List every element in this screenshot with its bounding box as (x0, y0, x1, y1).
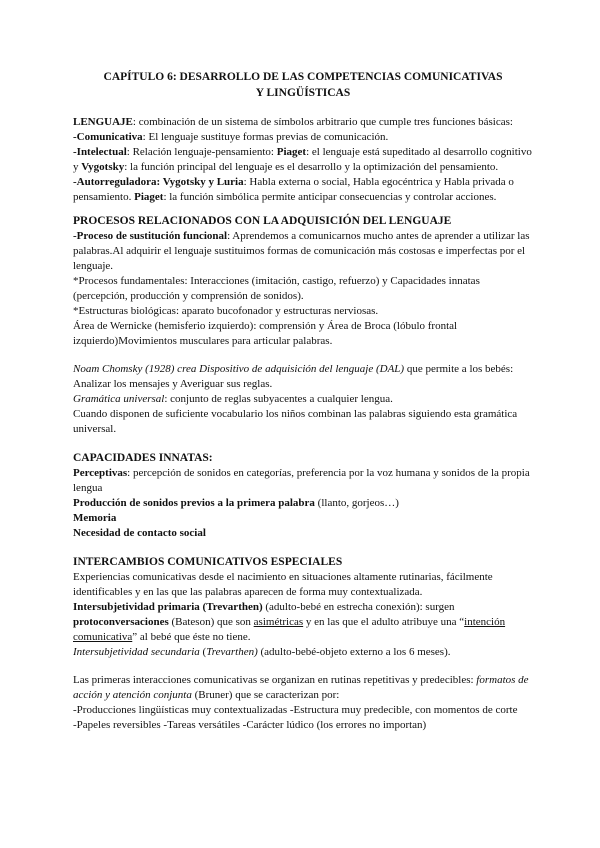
lenguaje-term: LENGUAJE (73, 116, 133, 128)
section-intercambios (73, 554, 533, 733)
capacidad-perceptivas: Perceptivas: percepción de sonidos en categorías, preferencia por la voz humana y sonidos de la propia lengua (73, 467, 530, 494)
capacidad-memoria: Memoria (73, 512, 117, 524)
intersubjetividad-secundaria: Intersubjetividad secundaria (Trevarthen) (adulto-bebé-objeto externo a los 6 meses). (73, 646, 451, 658)
caracteristicas-line-1: -Producciones lingüísticas muy contextualizadas -Estructura muy predecible, con momentos de corte (73, 704, 518, 716)
chapter-title: CAPÍTULO 6: DESARROLLO DE LAS COMPETENCIAS COMUNICATIVAS Y LINGÜÍSTICAS (103, 71, 503, 99)
section-procesos (73, 213, 533, 437)
gramatica-universal: Gramática universal: conjunto de reglas subyacentes a cualquier lengua. (73, 393, 393, 405)
section-lenguaje (73, 115, 533, 205)
areas-cerebrales: Área de Wernicke (hemisferio izquierdo): comprensión y Área de Broca (lóbulo frontal izquierdo)Movimientos musculares para articular palabras. (73, 320, 458, 347)
vocabulario-paragraph: Cuando disponen de suficiente vocabulario los niños combinan las palabras siguiendo esta gramática universal. (73, 408, 518, 435)
function-intelectual: -Intelectual: Relación lenguaje-pensamiento: Piaget: el lenguaje está supeditado al desarrollo cognitivo y Vygotsky: la función principal del lenguaje es el desarrollo y la optimización del pensamiento. (73, 146, 532, 173)
lenguaje-definition: LENGUAJE: combinación de un sistema de símbolos arbitrario que cumple tres funciones básicas: (73, 116, 513, 128)
section-heading: PROCESOS RELACIONADOS CON LA ADQUISICIÓN DEL LENGUAJE (73, 215, 452, 227)
section-heading: CAPACIDADES INNATAS: (73, 452, 213, 464)
intersubjetividad-primaria: Intersubjetividad primaria (Trevarthen) (adulto-bebé en estrecha conexión): surgen protoconversaciones (Bateson) que son asimétricas y en las que el adulto atribuye una “intención comunicativa” al bebé que éste no tiene. (73, 601, 506, 643)
capacidad-contacto-social: Necesidad de contacto social (73, 527, 206, 539)
document-body (73, 70, 533, 733)
function-autorreguladora: -Autorreguladora: Vygotsky y Luria: Habla externa o social, Habla egocéntrica y Habla privada o pensamiento. Piaget: la función simbólica permite anticipar consecuencias y controlar acciones. (73, 176, 514, 203)
proceso-sustitucion: -Proceso de sustitución funcional: Aprendemos a comunicarnos mucho antes de aprender a utilizar las palabras.Al adquirir el lenguaje sustituimos formas de comunicación más costosas e imperfectas por el lenguaje. (73, 230, 530, 272)
section-capacidades (73, 450, 533, 541)
formatos-paragraph: Las primeras interacciones comunicativas se organizan en rutinas repetitivas y predecibles: formatos de acción y atención conjunta (Bruner) que se caracterizan por: (73, 674, 529, 701)
experiencias-paragraph: Experiencias comunicativas desde el nacimiento en situaciones altamente rutinarias, fácilmente identificables y en las que las palabras aparecen de forma muy contextualizada. (73, 571, 493, 598)
capacidad-produccion: Producción de sonidos previos a la primera palabra (llanto, gorjeos…) (73, 497, 399, 509)
caracteristicas-line-2: -Papeles reversibles -Tareas versátiles -Carácter lúdico (los errores no importan) (73, 719, 427, 731)
chomsky-paragraph: Noam Chomsky (1928) crea Dispositivo de adquisición del lenguaje (DAL) que permite a los bebés: Analizar los mensajes y Averiguar sus reglas. (73, 363, 514, 390)
procesos-fundamentales: *Procesos fundamentales: Interacciones (imitación, castigo, refuerzo) y Capacidades innatas (percepción, producción y comprensión de sonidos). (73, 275, 480, 302)
function-comunicativa: -Comunicativa: El lenguaje sustituye formas previas de comunicación. (73, 131, 389, 143)
section-heading: INTERCAMBIOS COMUNICATIVOS ESPECIALES (73, 556, 343, 568)
estructuras-biologicas: *Estructuras biológicas: aparato bucofonador y estructuras nerviosas. (73, 305, 379, 317)
